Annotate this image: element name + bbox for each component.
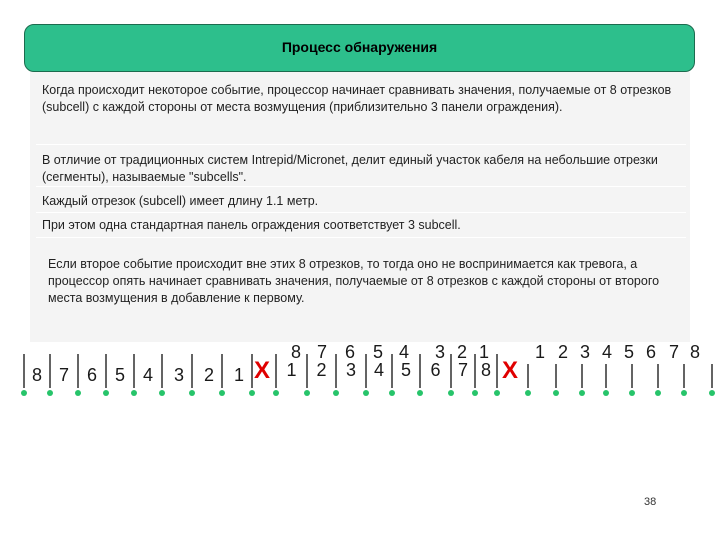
green-marker-dot (273, 390, 279, 396)
scale-number-right: 2 (557, 342, 569, 362)
green-marker-dot (417, 390, 423, 396)
scale-number-top: 1 (478, 342, 490, 362)
green-marker-dot (363, 390, 369, 396)
scale-number-top: 7 (316, 342, 328, 362)
scale-number-middle: 5 (400, 360, 412, 380)
scale-number-right: 4 (601, 342, 613, 362)
green-marker-dot (448, 390, 454, 396)
paragraph-subcell-length: Каждый отрезок (subcell) имеет длину 1.1 метр. (42, 194, 319, 208)
scale-number-left: 4 (142, 365, 154, 385)
scale-number-top: 4 (398, 342, 410, 362)
scale-number-top: 6 (344, 342, 356, 362)
subcell-scale-diagram (0, 330, 720, 420)
green-marker-dot (304, 390, 310, 396)
green-marker-dot (603, 390, 609, 396)
scale-number-top: 3 (434, 342, 446, 362)
scale-number-left: 8 (31, 365, 43, 385)
green-marker-dot (75, 390, 81, 396)
scale-number-top: 2 (456, 342, 468, 362)
divider (36, 186, 686, 187)
scale-number-right: 5 (623, 342, 635, 362)
green-marker-dot (103, 390, 109, 396)
green-marker-dot (655, 390, 661, 396)
green-marker-dot (333, 390, 339, 396)
green-marker-dot (389, 390, 395, 396)
scale-number-right: 3 (579, 342, 591, 362)
red-x-marker-1: X (253, 357, 271, 384)
green-marker-dot (553, 390, 559, 396)
green-marker-dot (249, 390, 255, 396)
green-marker-dot (472, 390, 478, 396)
green-marker-dot (525, 390, 531, 396)
green-marker-dot (494, 390, 500, 396)
green-marker-dot (629, 390, 635, 396)
divider (36, 212, 686, 213)
scale-number-left: 5 (114, 365, 126, 385)
red-x-marker-2: X (501, 357, 519, 384)
green-marker-dot (21, 390, 27, 396)
scale-number-left: 1 (233, 365, 245, 385)
paragraph-subcells: В отличие от традиционных систем Intrepid/Micronet, делит единый участок кабеля на небольшие отрезки (сегменты), называемые "subcells". (42, 153, 658, 184)
divider (36, 144, 686, 145)
scale-number-right: 1 (534, 342, 546, 362)
paragraph-event-comparison: Когда происходит некоторое событие, процессор начинает сравнивать значения, получаемые от 8 отрезков (subcell) с каждой стороны от места возмущения (приблизительно 3 панели ограждения). (42, 83, 672, 114)
scale-number-left: 3 (173, 365, 185, 385)
green-marker-dot (579, 390, 585, 396)
scale-number-middle: 7 (457, 360, 469, 380)
green-marker-dot (189, 390, 195, 396)
paragraph-panel-subcells: При этом одна стандартная панель ограждения соответствует 3 subcell. (42, 218, 461, 232)
scale-number-middle: 8 (480, 360, 492, 380)
page-number: 38 (644, 496, 657, 508)
green-marker-dot (159, 390, 165, 396)
green-marker-dot (681, 390, 687, 396)
green-marker-dot (219, 390, 225, 396)
paragraph-second-event: Если второе событие происходит вне этих 8 отрезков, то тогда оно не воспринимается как тревога, а процессор опять начинает сравнивать значения, получаемые от 8 отрезков с каждой стороны от второго места возмущения в добавление к первому. (48, 257, 660, 305)
scale-number-right: 6 (645, 342, 657, 362)
title-banner (24, 24, 695, 72)
scale-number-left: 2 (203, 365, 215, 385)
scale-number-middle: 4 (373, 360, 385, 380)
scale-number-middle: 1 (286, 360, 297, 380)
slide-title: Процесс обнаружения (281, 39, 438, 55)
divider (36, 237, 686, 238)
green-marker-dot (47, 390, 53, 396)
scale-number-top: 5 (372, 342, 384, 362)
green-marker-dot (709, 390, 715, 396)
scale-number-right: 7 (668, 342, 680, 362)
scale-number-middle: 2 (316, 360, 327, 380)
green-marker-dot (131, 390, 137, 396)
scale-number-top: 8 (290, 342, 302, 362)
scale-number-left: 7 (58, 365, 70, 385)
scale-number-middle: 3 (345, 360, 357, 380)
scale-number-left: 6 (86, 365, 98, 385)
scale-number-middle: 6 (430, 360, 441, 380)
scale-number-right: 8 (689, 342, 701, 362)
